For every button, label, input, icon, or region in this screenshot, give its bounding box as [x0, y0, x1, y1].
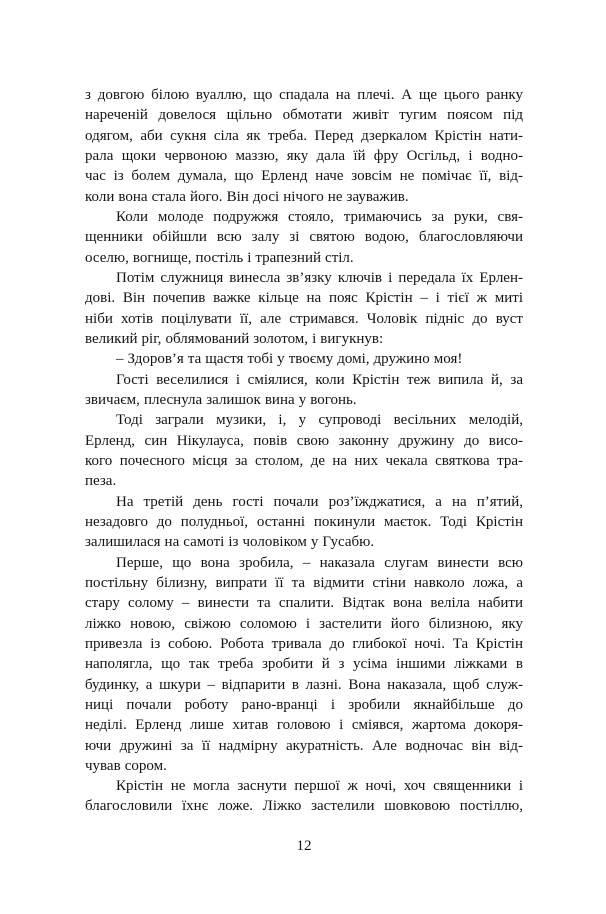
text-line: час із болем думала, що Ерленд наче зовсім не помічає її, від- [85, 168, 523, 185]
text-line: постільну білизну, випрати її та відмити стіни навколо ложа, а [85, 574, 523, 591]
paragraph [85, 492, 523, 553]
text-line: Крістін не могла заснути першої ж ночі, хоч священники і [116, 778, 523, 795]
paragraph [85, 85, 523, 207]
text-line: На третій день гості почали роз’їжджатися, а на п’ятий, [116, 493, 523, 510]
text-line: звичаєм, плеснула залишок вина у вогонь. [85, 391, 357, 408]
text-line: стару солому – винести та спалити. Відтак вона веліла набити [85, 595, 523, 612]
text-line: одягом, аби сукня сіла як треба. Перед дзеркалом Крістін нати- [85, 127, 523, 144]
text-line: Коли молоде подружжя стояло, тримаючись за руки, свя- [116, 208, 523, 225]
paragraph [85, 268, 523, 349]
paragraph [85, 553, 523, 777]
text-line: ліжко новою, свіжою соломою і застелити його білизною, яку [85, 615, 523, 632]
text-line: Тоді заграли музики, і, у супроводі весільних мелодій, [116, 412, 523, 429]
text-line: ючи дружині за її надмірну акуратність. Але водночас він від- [85, 737, 523, 754]
text-line: Перше, що вона зробила, – наказала слугам винести всю [116, 554, 523, 571]
text-line: рала щоки червоною маззю, яку дала їй фру Осгільд, і водно- [85, 147, 523, 164]
text-line: залишилася на самоті із чоловіком у Гусабю. [85, 534, 375, 551]
text-line: Гості веселилися і сміялися, коли Крістін теж випила й, за [116, 371, 523, 388]
text-line: Потім служниця винесла зв’язку ключів і передала їх Ерлен- [116, 269, 523, 286]
text-line: незадовго до полудньої, останні покинули маєток. Тоді Крістін [85, 513, 523, 530]
text-line: оселю, вогнище, постіль і трапезний стіл. [85, 249, 354, 266]
paragraph [85, 370, 523, 411]
page-number: 12 [296, 838, 312, 854]
paragraph [85, 349, 523, 369]
text-line: будинку, а шкури – відпарити в лазні. Вона наказала, щоб служ- [85, 676, 523, 693]
text-line: великий ріг, облямований золотом, і вигукнув: [85, 330, 384, 347]
text-line: – Здоров’я та щастя тобі у твоєму домі, дружино моя! [116, 351, 463, 368]
text-line: щенники обійшли всю залу зі святою водою, благословляючи [85, 229, 523, 246]
text-line: коли вона стала його. Він досі нічого не зауважив. [85, 188, 409, 205]
paragraph [85, 776, 523, 817]
text-line: наполягла, що так треба зробити й з усіма іншими ліжками в [85, 656, 523, 673]
text-line: благословили їхнє ложе. Ліжко застелили шовковою постіллю, [85, 798, 523, 815]
paragraph [85, 207, 523, 268]
text-line: нареченій довелося щільно обмотати живіт тугим поясом під [85, 107, 523, 124]
text-line: з довгою білою вуаллю, що спадала на плечі. А ще цього ранку [85, 87, 523, 103]
text-line: неділі. Ерленд лише хитав головою і сміявся, жартома докоря- [85, 717, 523, 734]
text-block [85, 85, 523, 817]
text-line: ниці почали роботу рано-вранці і зробили якнайбільше до [85, 696, 523, 713]
text-line: кого почесного місця за столом, де на них чекала святкова тра- [85, 452, 523, 469]
text-line: пеза. [85, 473, 117, 490]
text-line: ніби хотів поцілувати її, але стримався. Чоловік підніс до вуст [85, 310, 523, 327]
text-line: привезла із собою. Робота тривала до глибокої ночі. Та Крістін [85, 635, 523, 652]
text-line: Ерленд, син Нікулауса, повів свою законну дружину до висо- [85, 432, 523, 449]
text-line: чував сором. [85, 757, 167, 774]
paragraph [85, 410, 523, 491]
text-line: дові. Він почепив важке кільце на пояс Крістін – і тієї ж миті [85, 290, 523, 307]
